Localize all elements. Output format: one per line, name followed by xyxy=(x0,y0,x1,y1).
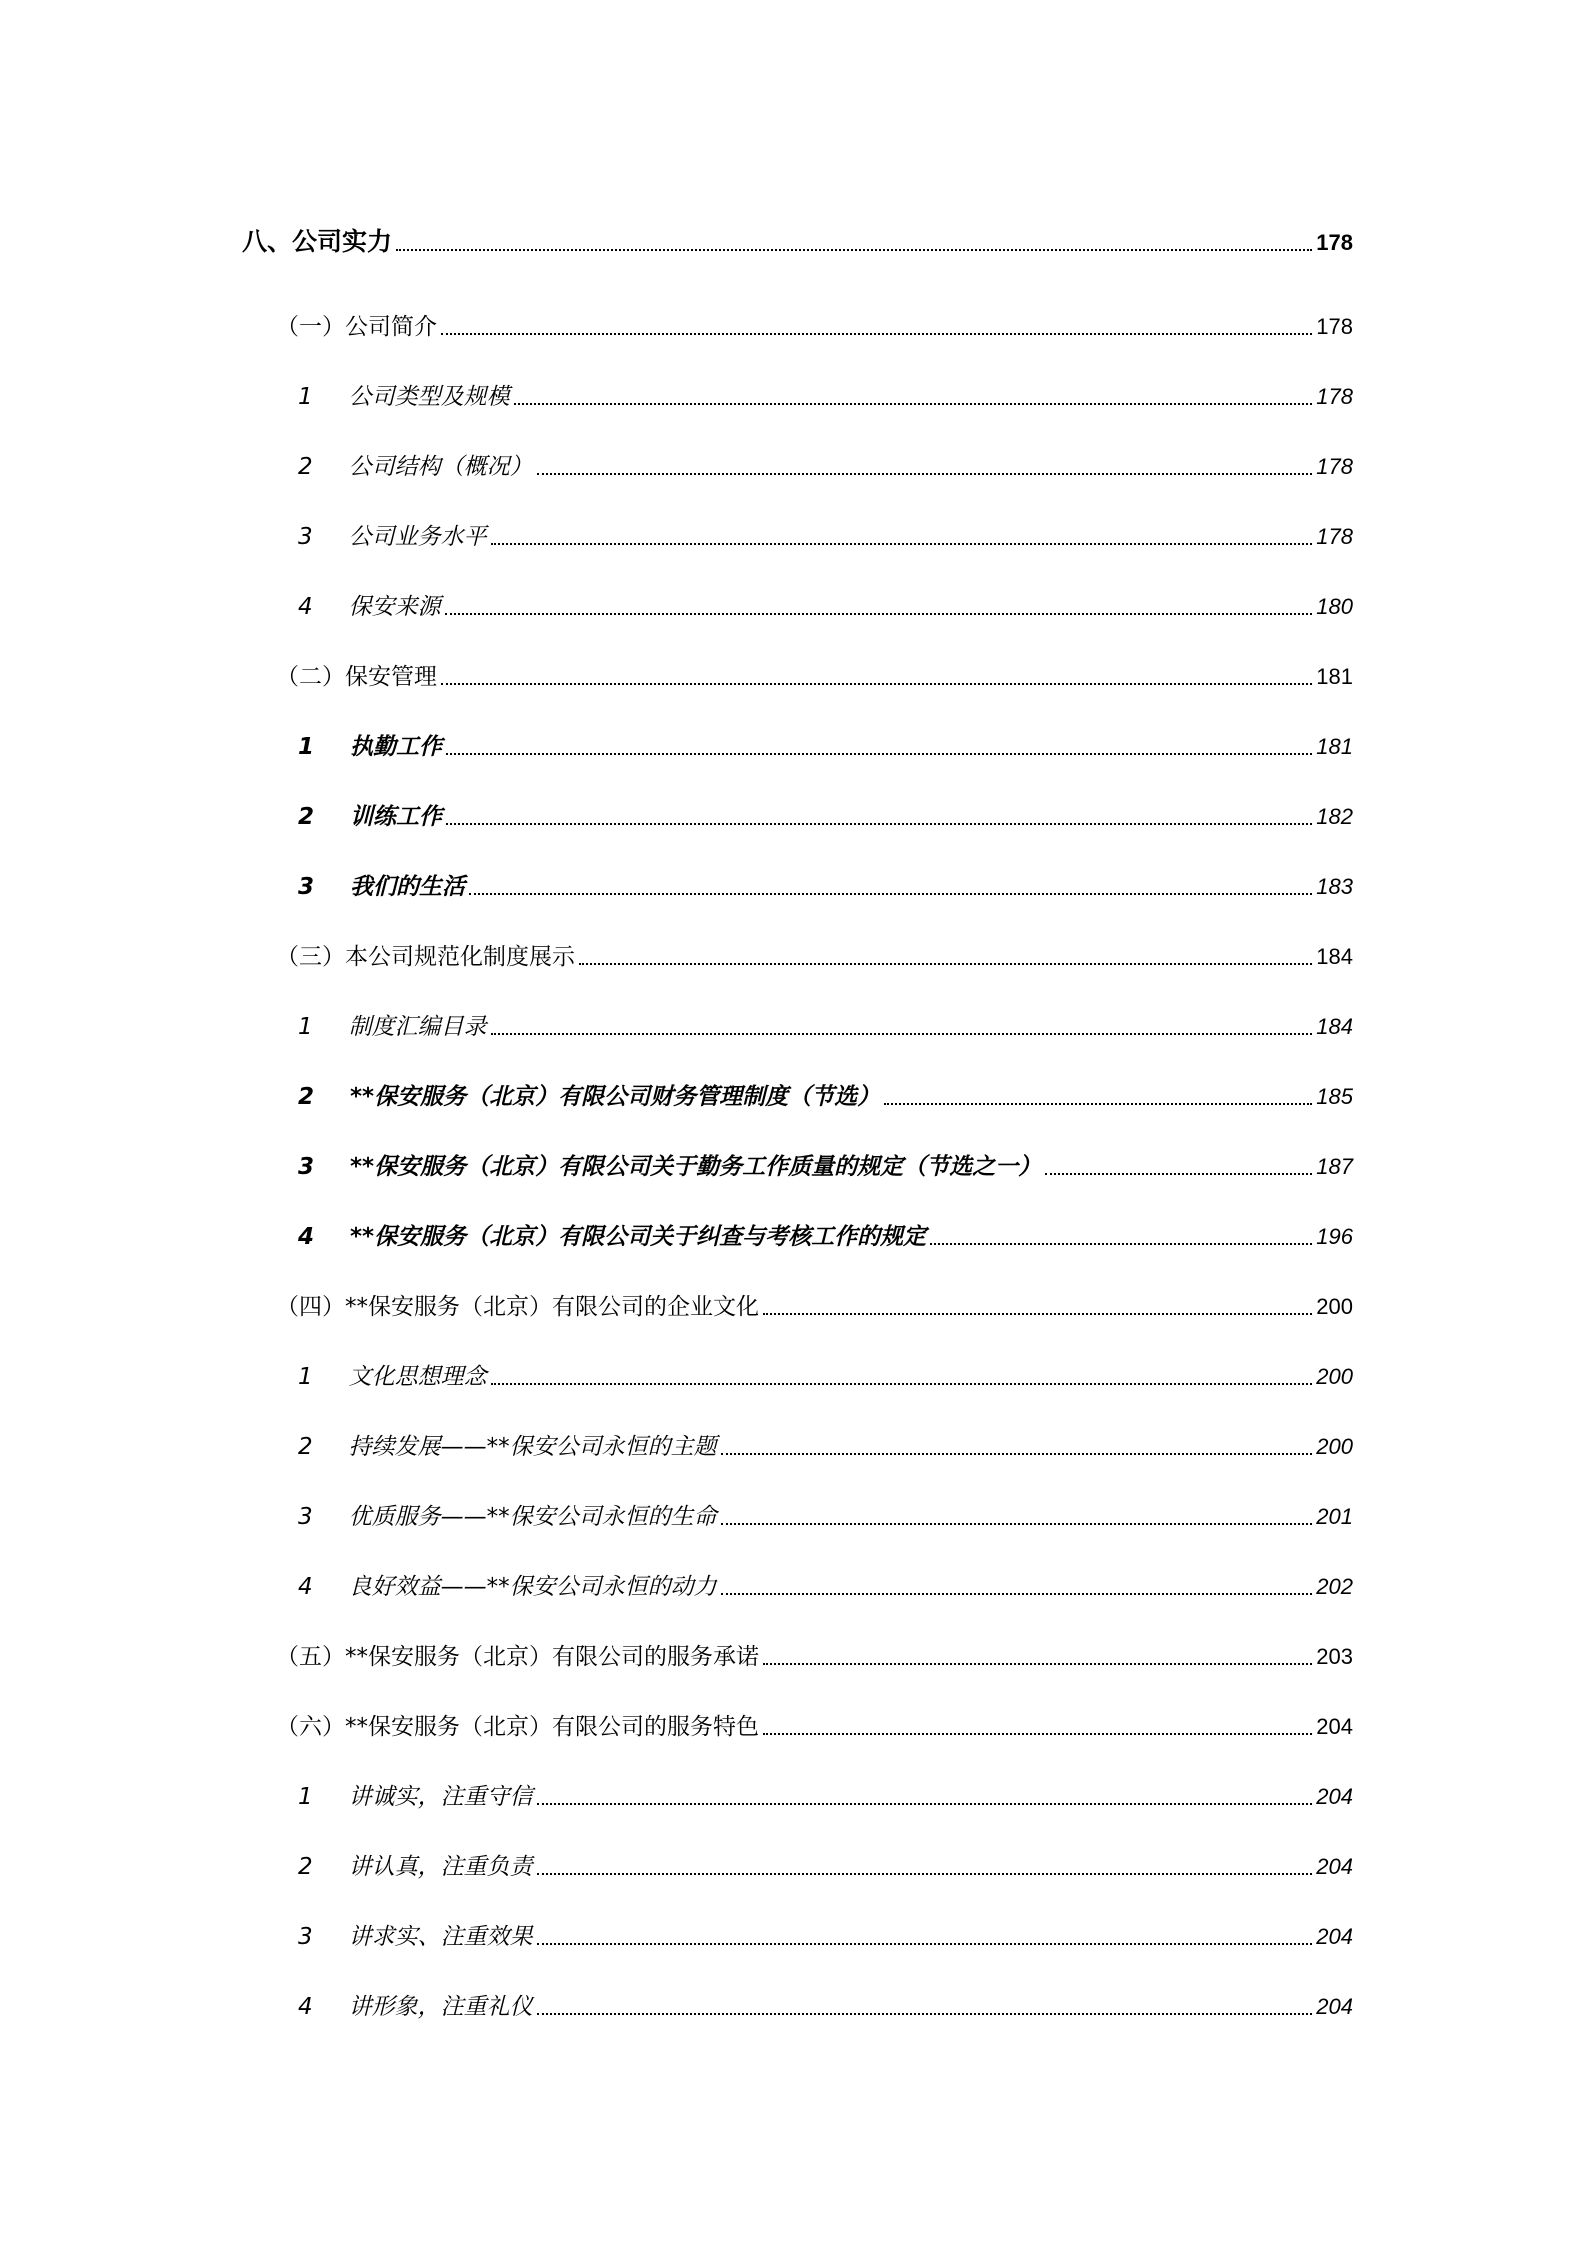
toc-entry-item[interactable] xyxy=(298,868,1353,901)
toc-entry-item[interactable] xyxy=(298,518,1353,551)
dot-leader xyxy=(884,1102,1312,1105)
dot-leader xyxy=(721,1452,1313,1455)
toc-entry-page: 201 xyxy=(1316,1504,1353,1529)
dot-leader xyxy=(763,1312,1312,1315)
toc-entry-page: 196 xyxy=(1316,1224,1353,1249)
toc-entry-number: 2 xyxy=(298,1434,313,1460)
toc-entry-label: 训练工作 xyxy=(350,804,443,830)
toc-entry-section[interactable] xyxy=(276,308,1353,341)
toc-entry-item[interactable] xyxy=(298,1008,1353,1041)
toc-entry-label: 八、公司实力 xyxy=(242,227,393,256)
dot-leader xyxy=(537,1942,1313,1945)
toc-entry-page: 185 xyxy=(1316,1084,1353,1109)
dot-leader xyxy=(446,822,1312,825)
toc-entry-item[interactable] xyxy=(298,1918,1353,1951)
toc-entry-section[interactable] xyxy=(276,1708,1353,1741)
toc-entry-item[interactable] xyxy=(298,1988,1353,2021)
toc-entry-page: 203 xyxy=(1316,1644,1353,1669)
dot-leader xyxy=(445,612,1313,615)
dot-leader xyxy=(930,1242,1312,1245)
toc-entry-label: （四）**保安服务（北京）有限公司的企业文化 xyxy=(276,1294,759,1320)
toc-entry-item[interactable] xyxy=(298,728,1353,761)
toc-entry-label: 执勤工作 xyxy=(350,734,443,760)
toc-entry-label: （一）公司简介 xyxy=(276,314,437,340)
toc-entry-chapter[interactable] xyxy=(242,222,1353,258)
dot-leader xyxy=(763,1732,1312,1735)
dot-leader xyxy=(491,1382,1313,1385)
toc-entry-item[interactable] xyxy=(298,1148,1353,1181)
toc-entry-label: 保安来源 xyxy=(348,594,441,620)
toc-entry-item[interactable] xyxy=(298,1078,1353,1111)
dot-leader xyxy=(721,1522,1313,1525)
toc-entry-page: 200 xyxy=(1316,1434,1353,1459)
toc-entry-label: 公司结构（概况） xyxy=(348,454,533,480)
toc-entry-label: （三）本公司规范化制度展示 xyxy=(276,944,575,970)
toc-entry-number: 3 xyxy=(298,1504,313,1530)
toc-entry-label: （五）**保安服务（北京）有限公司的服务承诺 xyxy=(276,1644,759,1670)
dot-leader xyxy=(1045,1172,1312,1175)
toc-entry-page: 178 xyxy=(1316,524,1353,549)
toc-entry-page: 182 xyxy=(1316,804,1353,829)
toc-entry-number: 4 xyxy=(298,1224,315,1250)
toc-entry-section[interactable] xyxy=(276,1288,1353,1321)
toc-entry-number: 1 xyxy=(298,734,315,760)
toc-entry-number: 1 xyxy=(298,1364,313,1390)
dot-leader xyxy=(721,1592,1313,1595)
toc-entry-label: 讲形象，注重礼仪 xyxy=(348,1994,533,2020)
toc-entry-number: 2 xyxy=(298,454,313,480)
toc-entry-item[interactable] xyxy=(298,1218,1353,1251)
toc-entry-item[interactable] xyxy=(298,378,1353,411)
toc-entry-number: 3 xyxy=(298,1154,315,1180)
toc-entry-page: 204 xyxy=(1316,1924,1353,1949)
dot-leader xyxy=(491,542,1313,545)
dot-leader xyxy=(537,472,1313,475)
toc-entry-item[interactable] xyxy=(298,1568,1353,1601)
toc-entry-page: 178 xyxy=(1316,230,1353,255)
toc-entry-number: 4 xyxy=(298,1994,313,2020)
toc-entry-label: 良好效益——**保安公司永恒的动力 xyxy=(348,1574,717,1600)
dot-leader xyxy=(491,1032,1313,1035)
toc-entry-page: 202 xyxy=(1316,1574,1353,1599)
toc-entry-page: 204 xyxy=(1316,1784,1353,1809)
dot-leader xyxy=(537,1872,1313,1875)
toc-entry-section[interactable] xyxy=(276,658,1353,691)
toc-entry-item[interactable] xyxy=(298,1428,1353,1461)
dot-leader xyxy=(579,962,1312,965)
toc-entry-item[interactable] xyxy=(298,1848,1353,1881)
toc-entry-label: **保安服务（北京）有限公司关于勤务工作质量的规定（节选之一） xyxy=(350,1154,1042,1180)
toc-entry-page: 187 xyxy=(1316,1154,1353,1179)
toc-entry-label: 制度汇编目录 xyxy=(348,1014,487,1040)
toc-entry-page: 200 xyxy=(1316,1364,1353,1389)
toc-entry-item[interactable] xyxy=(298,588,1353,621)
toc-entry-number: 3 xyxy=(298,524,313,550)
toc-entry-label: 我们的生活 xyxy=(350,874,466,900)
toc-entry-number: 3 xyxy=(298,874,315,900)
dot-leader xyxy=(763,1662,1312,1665)
toc-entry-number: 1 xyxy=(298,1014,313,1040)
toc-entry-item[interactable] xyxy=(298,1498,1353,1531)
toc-entry-number: 4 xyxy=(298,594,313,620)
toc-entry-label: **保安服务（北京）有限公司关于纠查与考核工作的规定 xyxy=(350,1224,927,1250)
toc-entry-page: 180 xyxy=(1316,594,1353,619)
toc-entry-label: 持续发展——**保安公司永恒的主题 xyxy=(348,1434,717,1460)
toc-entry-number: 3 xyxy=(298,1924,313,1950)
dot-leader xyxy=(396,248,1312,251)
toc-entry-page: 183 xyxy=(1316,874,1353,899)
toc-entry-section[interactable] xyxy=(276,1638,1353,1671)
dot-leader xyxy=(441,682,1312,685)
toc-entry-item[interactable] xyxy=(298,798,1353,831)
toc-entry-page: 181 xyxy=(1316,664,1353,689)
toc-entry-number: 1 xyxy=(298,384,313,410)
toc-entry-number: 2 xyxy=(298,804,315,830)
dot-leader xyxy=(441,332,1312,335)
toc-entry-label: 讲诚实，注重守信 xyxy=(348,1784,533,1810)
toc-entry-label: 公司业务水平 xyxy=(348,524,487,550)
toc-entry-item[interactable] xyxy=(298,448,1353,481)
toc-entry-label: 讲认真，注重负责 xyxy=(348,1854,533,1880)
toc-entry-label: （六）**保安服务（北京）有限公司的服务特色 xyxy=(276,1714,759,1740)
toc-entry-page: 178 xyxy=(1316,454,1353,479)
toc-entry-number: 1 xyxy=(298,1784,313,1810)
toc-entry-page: 200 xyxy=(1316,1294,1353,1319)
toc-entry-number: 2 xyxy=(298,1084,315,1110)
toc-entry-label: 优质服务——**保安公司永恒的生命 xyxy=(348,1504,717,1530)
toc-entry-number: 4 xyxy=(298,1574,313,1600)
toc-entry-page: 181 xyxy=(1316,734,1353,759)
dot-leader xyxy=(537,1802,1313,1805)
toc-entry-page: 184 xyxy=(1316,944,1353,969)
toc-entry-page: 184 xyxy=(1316,1014,1353,1039)
toc-entry-item[interactable] xyxy=(298,1778,1353,1811)
toc-entry-label: 文化思想理念 xyxy=(348,1364,487,1390)
toc-entry-section[interactable] xyxy=(276,938,1353,971)
toc-entry-page: 178 xyxy=(1316,314,1353,339)
dot-leader xyxy=(446,752,1312,755)
toc-entry-label: **保安服务（北京）有限公司财务管理制度（节选） xyxy=(350,1084,881,1110)
dot-leader xyxy=(469,892,1312,895)
toc-entry-item[interactable] xyxy=(298,1358,1353,1391)
toc-entry-label: （二）保安管理 xyxy=(276,664,437,690)
toc-entry-number: 2 xyxy=(298,1854,313,1880)
toc-entry-page: 204 xyxy=(1316,1854,1353,1879)
toc-entry-label: 讲求实、注重效果 xyxy=(348,1924,533,1950)
dot-leader xyxy=(537,2012,1313,2015)
toc-entry-label: 公司类型及规模 xyxy=(348,384,510,410)
dot-leader xyxy=(514,402,1313,405)
toc-entry-page: 178 xyxy=(1316,384,1353,409)
toc-entry-page: 204 xyxy=(1316,1714,1353,1739)
toc-entry-page: 204 xyxy=(1316,1994,1353,2019)
